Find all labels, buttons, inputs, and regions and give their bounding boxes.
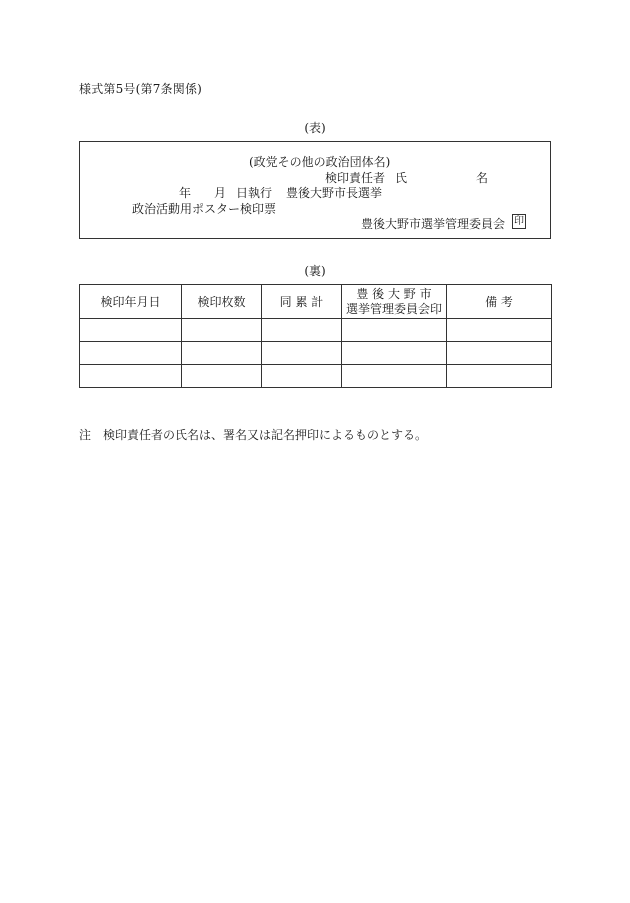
cell-count [182,319,262,342]
seal-stamp: 印 [514,216,524,227]
ticket-title: 政治活動用ポスター検印票 [132,202,277,216]
cell-remarks [447,342,552,365]
cell-committee-seal [342,319,447,342]
cell-remarks [447,319,552,342]
front-ticket-box [79,141,551,239]
note-mark: 注 [79,428,92,442]
table-row [80,365,552,388]
cell-cumulative [262,319,342,342]
table-row [80,319,552,342]
form-title: 様式第5号(第7条関係) [79,82,203,96]
cell-cumulative [262,342,342,365]
date-day-label: 日執行 [236,186,273,200]
col-header-remarks: 備 考 [447,285,552,319]
cell-count [182,342,262,365]
name-label-first: 氏 [395,171,408,185]
back-record-table [79,284,552,388]
footnote [79,426,427,443]
table-row [80,342,552,365]
table-header-row [80,285,552,319]
cell-date [80,319,182,342]
cell-date [80,365,182,388]
cell-date [80,342,182,365]
front-side-label: (表) [304,121,326,135]
col-header-seal-line2: 選挙管理委員会印 [345,301,442,316]
inspector-label: 検印責任者 [325,171,386,185]
col-header-cumulative: 同 累 計 [262,285,342,319]
cell-cumulative [262,365,342,388]
col-header-date: 検印年月日 [80,285,182,319]
col-header-seal-line1: 豊 後 大 野 市 [356,286,432,301]
committee-name: 豊後大野市選挙管理委員会 [361,217,506,231]
back-side-label: (裏) [304,264,326,278]
cell-remarks [447,365,552,388]
date-month-label: 月 [214,186,227,200]
name-label-second: 名 [476,171,489,185]
date-year-label: 年 [179,186,192,200]
col-header-count: 検印枚数 [182,285,262,319]
party-name-line: (政党その他の政治団体名) [249,155,391,169]
election-name: 豊後大野市長選挙 [286,186,383,200]
col-header-committee-seal [342,285,447,319]
cell-committee-seal [342,365,447,388]
note-text: 検印責任者の氏名は、署名又は記名押印によるものとする。 [103,428,428,442]
cell-count [182,365,262,388]
cell-committee-seal [342,342,447,365]
